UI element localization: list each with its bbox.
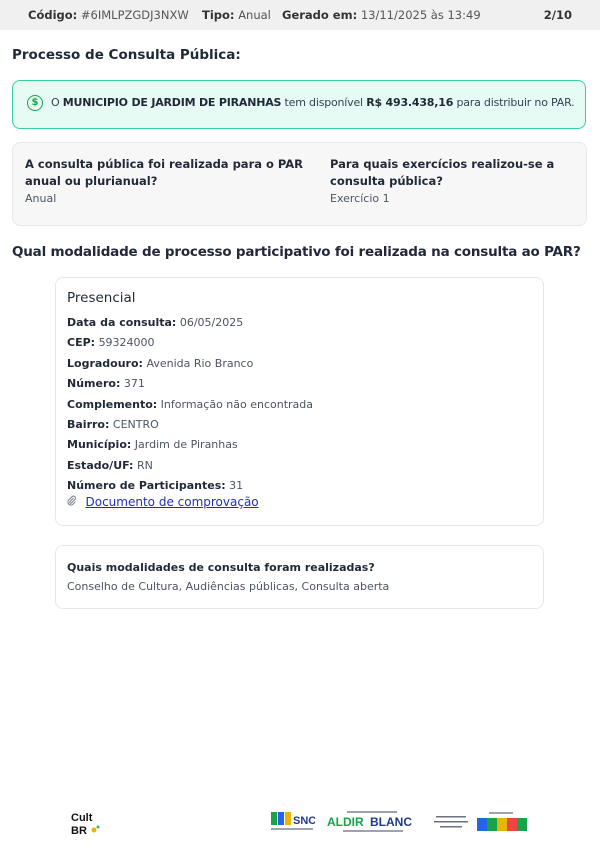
field-municipio: Município: Jardim de Piranhas <box>67 438 238 451</box>
modalidade-title: Qual modalidade de processo participativo foi realizada na consulta ao PAR? <box>12 244 581 260</box>
section-title: Processo de Consulta Pública: <box>12 47 241 63</box>
modalidades-question: Quais modalidades de consulta foram realizadas? <box>67 561 375 574</box>
answer-exercicios: Exercício 1 <box>330 192 390 205</box>
governo-brasil-logo <box>477 810 529 838</box>
gerado-em: Gerado em: 13/11/2025 às 13:49 <box>282 8 481 22</box>
svg-text:SNC: SNC <box>293 815 315 827</box>
available-funds-banner <box>12 80 586 129</box>
presencial-title: Presencial <box>67 290 136 306</box>
field-data-consulta: Data da consulta: 06/05/2025 <box>67 316 244 329</box>
svg-text:BLANC: BLANC <box>370 815 412 829</box>
modalidades-card <box>55 545 544 609</box>
aldir-blanc-logo <box>325 810 425 838</box>
banner-text: O MUNICIPIO DE JARDIM DE PIRANHAS tem disponível R$ 493.438,16 para distribuir no PAR. <box>51 96 575 109</box>
paperclip-icon <box>67 496 80 509</box>
answer-anual-plurianual: Anual <box>25 192 57 205</box>
field-estado-uf: Estado/UF: RN <box>67 459 153 472</box>
consulta-info-box <box>12 142 587 226</box>
documento-comprovacao <box>67 495 259 509</box>
question-anual-plurianual: A consulta pública foi realizada para o PAR anual ou plurianual? <box>25 157 304 188</box>
presencial-card <box>55 277 544 526</box>
snc-logo <box>271 810 315 838</box>
modalidades-answer: Conselho de Cultura, Audiências públicas, Consulta aberta <box>67 580 390 593</box>
documento-comprovacao-link[interactable]: Documento de comprovação <box>85 495 259 509</box>
codigo: Código: #6IMLPZGDJ3NXW <box>28 8 189 22</box>
dollar-circle-icon: $ <box>27 95 43 111</box>
field-numero: Número: 371 <box>67 377 145 390</box>
field-bairro: Bairro: CENTRO <box>67 418 159 431</box>
field-complemento: Complemento: Informação não encontrada <box>67 398 314 411</box>
question-exercicios: Para quais exercícios realizou-se a consulta pública? <box>330 157 555 188</box>
tipo: Tipo: Anual <box>202 8 271 22</box>
field-numero-participantes: Número de Participantes: 31 <box>67 479 244 492</box>
svg-text:ALDIR: ALDIR <box>327 815 364 829</box>
svg-text:BR: BR <box>71 825 87 836</box>
svg-text:Cult: Cult <box>71 812 93 824</box>
field-logradouro: Logradouro: Avenida Rio Branco <box>67 357 254 370</box>
cultbr-logo <box>70 810 104 840</box>
ministerio-logo <box>432 810 472 838</box>
field-cep: CEP: 59324000 <box>67 336 155 349</box>
document-header <box>0 0 600 30</box>
page-number: 2/10 <box>543 8 572 22</box>
